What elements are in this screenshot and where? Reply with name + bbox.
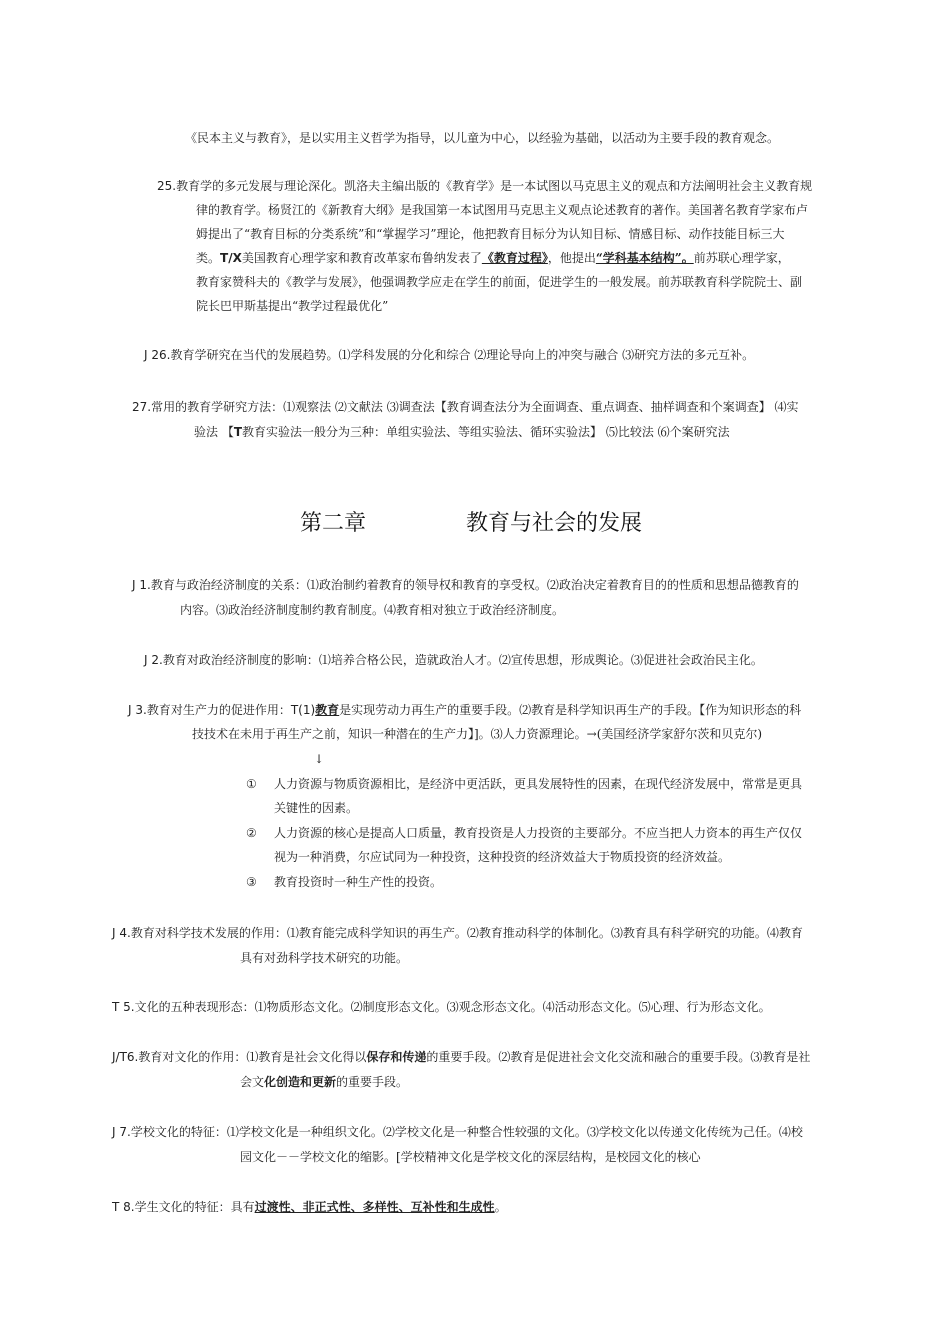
ch2-item-3: J 3.教育对生产力的促进作用：T(1)教育是实现劳动力再生产的重要手段。⑵教育是科学知识再生产的手段。【作为知识形态的科 (128, 703, 802, 717)
chapter-heading (300, 506, 642, 537)
ch2-item-4-line2: 具有对劲科学技术研究的功能。 (240, 951, 409, 965)
ch2-item-2: J 2.教育对政治经济制度的影响：⑴培养合格公民，造就政治人才。⑵宣传思想，形成舆论。⑶促进社会政治民主化。 (144, 653, 763, 667)
item-26: J 26.教育学研究在当代的发展趋势。⑴学科发展的分化和综合 ⑵理论导向上的冲突与融合 ⑶研究方法的多元互补。 (144, 348, 755, 362)
down-arrow-icon: ↓ (314, 752, 325, 766)
sub-item-2: 人力资源的核心是提高人口质量，教育投资是人力投资的主要部分。不应当把人力资本的再生产仅仅 (274, 826, 803, 840)
ch2-item-7: J 7.学校文化的特征：⑴学校文化是一种组织文化。⑵学校文化是一种整合性较强的文化。⑶学校文化以传递文化传统为己任。⑷校 (112, 1125, 803, 1139)
ch2-item-5: T 5.文化的五种表现形态：⑴物质形态文化。⑵制度形态文化。⑶观念形态文化。⑷活动形态文化。⑸心理、行为形态文化。 (112, 1000, 771, 1014)
item-25-line3: 姆提出了“教育目标的分类系统”和“掌握学习”理论，他把教育目标分为认知目标、情感目标、动作技能目标三大 (196, 227, 785, 241)
ch2-item-1: J 1.教育与政治经济制度的关系：⑴政治制约着教育的领导权和教育的享受权。⑵政治决定着教育目的的性质和思想品德教育的 (132, 578, 799, 592)
item-27: 27.常用的教育学研究方法：⑴观察法 ⑵文献法 ⑶调查法【教育调查法分为全面调查、重点调查、抽样调查和个案调查】 ⑷实 (132, 400, 799, 414)
ch2-item-8: T 8.学生文化的特征：具有过渡性、非正式性、多样性、互补性和生成性。 (112, 1200, 507, 1214)
chapter-number: 第二章 (300, 511, 367, 536)
book-title-education-process: 《教育过程》 (481, 251, 548, 265)
ch2-item-6-line2: 会文化创造和更新的重要手段。 (240, 1075, 409, 1089)
sub-item-3-number: ③ (246, 875, 257, 889)
intro-paragraph: 《民本主义与教育》，是以实用主义哲学为指导，以儿童为中心，以经验为基础，以活动为主要手段的教育观念。 (185, 131, 780, 145)
sub-item-2-number: ② (246, 826, 257, 840)
item-25-line6: 院长巴甲斯基提出“教学过程最优化” (196, 299, 389, 313)
education-underlined: 教育 (315, 703, 340, 717)
mark-t: T (233, 425, 243, 439)
sub-item-1: 人力资源与物质资源相比，是经济中更活跃，更具发展特性的因素，在现代经济发展中，常常是更具 (274, 777, 803, 791)
mark-tx: T/X (220, 251, 242, 265)
ch2-item-7-line2: 园文化－－学校文化的缩影。[学校精神文化是学校文化的深层结构，是校园文化的核心 (240, 1150, 701, 1164)
sub-item-1-line2: 关键性的因素。 (274, 801, 359, 815)
sub-item-3: 教育投资时一种生产性的投资。 (274, 875, 443, 889)
ch2-item-4: J 4.教育对科学技术发展的作用：⑴教育能完成科学知识的再生产。⑵教育推动科学的体制化。⑶教育具有科学研究的功能。⑷教育 (112, 926, 803, 940)
item-25-line4: 类。T/X美国教育心理学家和教育改革家布鲁纳发表了《教育过程》，他提出“学科基本结构”。前苏联心理学家， (196, 251, 790, 265)
item-25: 25.教育学的多元发展与理论深化。凯洛夫主编出版的《教育学》是一本试图以马克思主义的观点和方法阐明社会主义教育规 (157, 179, 813, 193)
item-27-line2: 验法 【T教育实验法一般分为三种：单组实验法、等组实验法、循环实验法】 ⑸比较法 ⑹个案研究法 (194, 425, 730, 439)
item-25-line2: 律的教育学。杨贤江的《新教育大纲》是我国第一本试图用马克思主义观点论述教育的著作。美国著名教育学家布卢 (196, 203, 809, 217)
ch2-item-6: J/T6.教育对文化的作用：⑴教育是社会文化得以保存和传递的重要手段。⑵教育是促进社会文化交流和融合的重要手段。⑶教育是社 (112, 1050, 811, 1064)
subject-structure: “学科基本结构”。 (595, 251, 694, 265)
ch2-item-3-line2: 技技术在未用于再生产之前，知识一种潜在的生产力】]。⑶人力资源理论。→(美国经济学家舒尔茨和贝克尔) (192, 727, 763, 741)
sub-item-2-line2: 视为一种消费，尔应试同为一种投资，这种投资的经济效益大于物质投资的经济效益。 (274, 850, 731, 864)
sub-item-1-number: ① (246, 777, 257, 791)
chapter-title: 教育与社会的发展 (466, 511, 643, 536)
ch2-item-1-line2: 内容。⑶政治经济制度制约教育制度。⑷教育相对独立于政治经济制度。 (180, 603, 565, 617)
item-25-line5: 教育家赞科夫的《教学与发展》，他强调教学应走在学生的前面，促进学生的一般发展。前苏联教育科学院院士、副 (196, 275, 803, 289)
